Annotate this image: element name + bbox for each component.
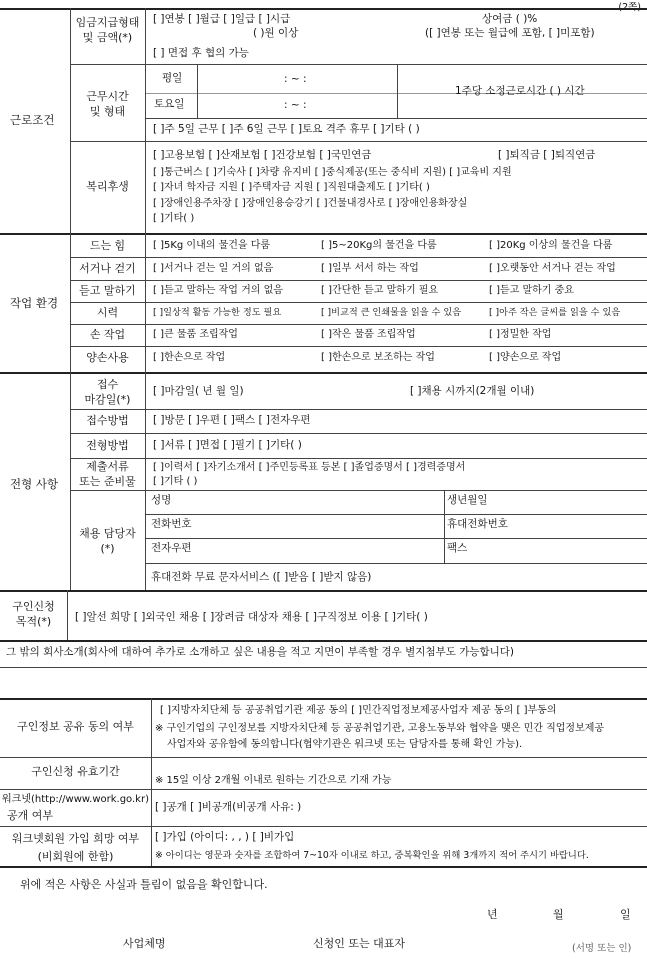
column-line: [444, 490, 445, 563]
bonus-percent[interactable]: 상여금 ( )%: [482, 13, 538, 25]
column-line: [397, 64, 398, 118]
column-line: [151, 698, 152, 866]
insurance-options[interactable]: [ ]고용보험 [ ]산재보험 [ ]건강보험 [ ]국민연금: [153, 149, 372, 161]
env-row-label: 서거나 걷기: [79, 262, 136, 275]
column-line: [197, 64, 198, 118]
contact-phone-field[interactable]: 전화번호: [151, 518, 192, 530]
category-work-environment: 작업 환경: [10, 296, 59, 310]
date-year[interactable]: 년: [487, 908, 498, 921]
env-row-label: 손 작업: [89, 328, 126, 341]
company-name-label: 사업체명: [123, 937, 166, 950]
contact-name-field[interactable]: 성명: [151, 494, 172, 506]
env-option-b[interactable]: [ ]일부 서서 하는 작업: [321, 263, 419, 274]
wage-label: 임금지급형태 및 금액(*): [75, 16, 140, 44]
category-work-conditions: 근로조건: [10, 113, 55, 127]
documents-other[interactable]: [ ]기타 ( ): [153, 476, 198, 487]
membership-label-2: (비회원에 한함): [37, 850, 114, 863]
share-consent-note: ※ 구인기업의 구인정보를 지방자치단체 등 공공취업기관, 고용노동부와 협약을 맺은 민간 직업정보제공: [155, 723, 605, 734]
divider: [70, 490, 647, 491]
bonus-inclusion[interactable]: ([ ]연봉 또는 월급에 포함, [ ]미포함): [425, 27, 595, 39]
weekday-time-field[interactable]: : ~ :: [284, 73, 307, 85]
env-option-c[interactable]: [ ]정밀한 작업: [489, 329, 552, 340]
env-option-a[interactable]: [ ]일상적 활동 가능한 정도 필요: [153, 307, 282, 318]
section-border: [0, 640, 647, 642]
contact-fax-field[interactable]: 팩스: [447, 542, 468, 554]
contact-email-field[interactable]: 전자우편: [151, 542, 192, 554]
divider: [70, 64, 647, 65]
wage-amount[interactable]: ( )원 이상: [253, 27, 299, 39]
contact-mobile-field[interactable]: 휴대전화번호: [447, 518, 508, 530]
screening-label: 전형방법: [86, 439, 129, 452]
divider: [0, 789, 647, 790]
env-row-label: 듣고 말하기: [79, 284, 136, 297]
welfare-label: 복리후생: [86, 180, 129, 193]
divider: [70, 324, 647, 325]
worknet-public-options[interactable]: [ ]공개 [ ]비공개(비공개 사유: ): [155, 801, 302, 813]
application-method-options[interactable]: [ ]방문 [ ]우편 [ ]팩스 [ ]전자우편: [153, 414, 311, 426]
page-label: (2쪽): [618, 2, 641, 13]
company-intro-heading: 그 밖의 회사소개(회사에 대하여 추가로 소개하고 싶은 내용을 적고 지면이 부족할 경우 별지첨부도 가능합니다): [6, 646, 515, 658]
membership-label-1: 워크넷회원 가입 희망 여부: [11, 832, 140, 845]
env-option-a[interactable]: [ ]듣고 말하는 작업 거의 없음: [153, 285, 283, 296]
env-option-b[interactable]: [ ]간단한 듣고 말하기 필요: [321, 285, 439, 296]
weekday-label: 평일: [162, 72, 183, 84]
accessibility-other[interactable]: [ ]기타( ): [153, 213, 195, 224]
category-selection: 전형 사항: [10, 477, 59, 491]
divider: [145, 514, 647, 515]
env-option-b[interactable]: [ ]5~20Kg의 물건을 다룸: [321, 240, 437, 251]
env-option-c[interactable]: [ ]양손으로 작업: [489, 352, 562, 363]
env-row-label: 양손사용: [86, 351, 129, 364]
method-label: 접수방법: [86, 414, 129, 427]
retirement-options[interactable]: [ ]퇴직금 [ ]퇴직연금: [498, 149, 596, 161]
saturday-label: 토요일: [154, 98, 185, 110]
share-consent-note-cont: 사업자와 공유함에 동의합니다(협약기관은 워크넷 또는 담당자를 통해 확인 가능).: [167, 739, 523, 750]
validity-label: 구인신청 유효기간: [31, 765, 120, 778]
deadline-label: 접수 마감일(*): [84, 378, 131, 406]
env-option-c[interactable]: [ ]오랫동안 서거나 걷는 작업: [489, 263, 616, 274]
saturday-time-field[interactable]: : ~ :: [284, 99, 307, 111]
divider: [145, 563, 647, 564]
screening-options[interactable]: [ ]서류 [ ]면접 [ ]필기 [ ]기타( ): [153, 439, 302, 451]
env-option-c[interactable]: [ ]아주 작은 글씨를 읽을 수 있음: [489, 307, 621, 318]
env-option-b[interactable]: [ ]비교적 큰 인쇄물을 읽을 수 있음: [321, 307, 462, 318]
divider: [0, 826, 647, 827]
membership-options[interactable]: [ ]가입 (아이디: , , ) [ ]비가입: [155, 831, 295, 843]
date-month[interactable]: 월: [553, 908, 564, 921]
top-border: [0, 8, 647, 10]
env-option-a[interactable]: [ ]서거나 걷는 일 거의 없음: [153, 263, 274, 274]
accessibility-options[interactable]: [ ]장애인용주차장 [ ]장애인용승강기 [ ]건물내경사로 [ ]장애인용화장실: [153, 198, 468, 209]
env-row-label: 드는 힘: [89, 239, 126, 252]
date-day[interactable]: 일: [620, 908, 631, 921]
signature-field[interactable]: (서명 또는 인): [572, 943, 632, 954]
divider: [145, 538, 647, 539]
divider: [70, 257, 647, 258]
purpose-options[interactable]: [ ]알선 희망 [ ]외국인 채용 [ ]장려금 대상자 채용 [ ]구직정보 이용 [ ]기타( ): [75, 611, 428, 623]
contact-label: 채용 담당자 (*): [79, 527, 136, 555]
divider: [70, 302, 647, 303]
section-border: [0, 233, 647, 235]
env-option-c[interactable]: [ ]듣고 말하기 중요: [489, 285, 574, 296]
work-days-options[interactable]: [ ]주 5일 근무 [ ]주 6일 근무 [ ]토요 격주 휴무 [ ]기타 ( ): [153, 123, 420, 135]
divider: [145, 118, 647, 119]
validity-note[interactable]: ※ 15일 이상 2개월 이내로 원하는 기간으로 기재 가능: [155, 775, 392, 786]
divider: [70, 141, 647, 142]
company-intro-textarea[interactable]: [0, 668, 647, 697]
share-consent-options[interactable]: [ ]지방자치단체 등 공공취업기관 제공 동의 [ ]민간직업정보제공사업자 제공 동의 [ ]부동의: [160, 705, 557, 716]
divider: [70, 409, 647, 410]
worknet-public-label-2: 공개 여부: [6, 809, 53, 822]
documents-options[interactable]: [ ]이력서 [ ]자기소개서 [ ]주민등록표 등본 [ ]졸업증명서 [ ]경력증명서: [153, 462, 466, 473]
divider: [70, 346, 647, 347]
env-option-a[interactable]: [ ]5Kg 이내의 물건을 다룸: [153, 240, 271, 251]
column-line: [67, 590, 68, 640]
section-border: [0, 372, 647, 374]
section-border: [0, 590, 647, 592]
section-border: [0, 698, 647, 700]
divider: [70, 458, 647, 459]
deadline-date-option[interactable]: [ ]마감일( 년 월 일): [153, 385, 244, 397]
divider: [0, 757, 647, 758]
env-option-b[interactable]: [ ]작은 물품 조립작업: [321, 329, 416, 340]
env-option-c[interactable]: [ ]20Kg 이상의 물건을 다룸: [489, 240, 613, 251]
wage-type-options[interactable]: [ ]연봉 [ ]월급 [ ]일급 [ ]시급: [153, 13, 291, 25]
env-option-b[interactable]: [ ]한손으로 보조하는 작업: [321, 352, 435, 363]
share-consent-label: 구인정보 공유 동의 여부: [17, 720, 134, 733]
weekly-hours-field[interactable]: 1주당 소정근로시간 ( ) 시간: [455, 85, 585, 97]
section-border: [0, 866, 647, 868]
divider: [70, 433, 647, 434]
confirmation-statement: 위에 적은 사항은 사실과 틀림이 없음을 확인합니다.: [20, 878, 268, 891]
benefit-options-2[interactable]: [ ]자녀 학자금 지원 [ ]주택자금 지원 [ ]직원대출제도 [ ]기타( ): [153, 182, 430, 193]
applicant-label: 신청인 또는 대표자: [313, 937, 406, 950]
wage-negotiable-checkbox[interactable]: [ ] 면접 후 협의 가능: [153, 47, 249, 59]
sms-service-options[interactable]: 휴대전화 무료 문자서비스 ([ ]받음 [ ]받지 않음): [151, 571, 372, 583]
documents-label: 제출서류 또는 준비물: [79, 460, 136, 488]
contact-birth-field[interactable]: 생년월일: [447, 494, 488, 506]
benefit-options-1[interactable]: [ ]통근버스 [ ]기숙사 [ ]차량 유지비 [ ]중식제공(또는 중식비 지원) [ ]교육비 지원: [153, 167, 512, 178]
column-line: [145, 8, 146, 590]
hours-label: 근무시간 및 형태: [86, 90, 129, 118]
worknet-public-label-1: 워크넷(http://www.work.go.kr): [2, 794, 149, 805]
divider: [70, 280, 647, 281]
deadline-until-hired-option[interactable]: [ ]채용 시까지(2개월 이내): [410, 385, 535, 397]
env-row-label: 시력: [96, 306, 119, 319]
env-option-a[interactable]: [ ]한손으로 작업: [153, 352, 226, 363]
env-option-a[interactable]: [ ]큰 물품 조립작업: [153, 329, 238, 340]
purpose-label: 구인신청 목적(*): [12, 600, 55, 628]
membership-note: ※ 아이디는 영문과 숫자를 조합하여 7~10자 이내로 하고, 중복확인을 위해 3개까지 적어 주시기 바랍니다.: [155, 850, 589, 861]
